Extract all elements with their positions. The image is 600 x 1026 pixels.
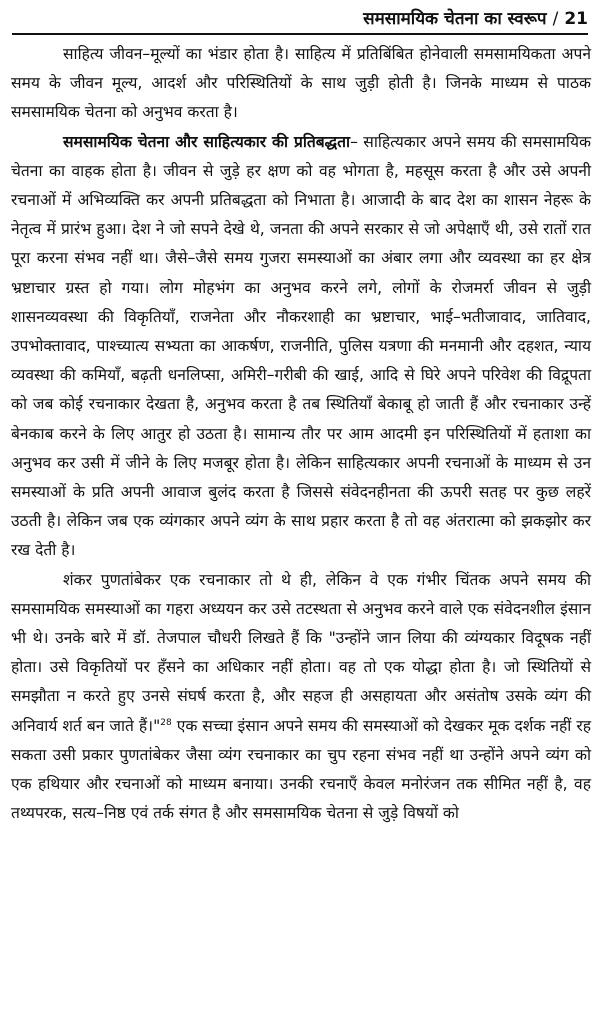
running-header bbox=[12, 6, 588, 35]
running-title: समसामयिक चेतना का स्वरूप bbox=[363, 9, 547, 29]
paragraph-2-text: – साहित्यकार अपने समय की समसामयिक चेतना का वाहक होता है। जीवन से जुड़े हर क्षण को वह भोगता है, महसूस करता है और उसे अपनी रचनाओं में अभिव्यक्ति कर अपनी प्रतिबद्धता को निभाता है। आजादी के बाद देश का शासन नेहरू के नेतृत्व में प्रारंभ हुआ। देश ने जो सपने देखे थे, जनता की अपने सरकार से जो अपेक्षाएँ थी, उसे रातों रात पूरा करना संभव नहीं था। जैसे–जैसे समय गुजरा समस्याओं का अंबार लगा और व्यवस्था का हर क्षेत्र भ्रष्टाचार ग्रस्त हो गया। लोग मोहभंग का अनुभव करने लगे, लोगों के रोजमर्रा जीवन से जुड़ी शासनव्यवस्था की विकृतियाँ, राजनेता और नौकरशाही का भ्रष्टाचार, भाई–भतीजावाद, जातिवाद, उपभोक्तावाद, पाश्च्यात्य सभ्यता का आकर्षण, राजनीति, पुलिस यत्रणा की मनमानी और दहशत, न्याय व्यवस्था की कमियाँ, बढ़ती धनलिप्सा, अमिरी–गरीबी की खाई, आदि से घिरे अपने परिवेश की विद्रूपता को जब कोई रचनाकार देखता है, अनुभव करता है तब स्थितियाँ बेकाबू हो जाती हैं और रचनाकार उन्हें बेनकाब करने के लिए आतुर हो उठता है। सामान्य तौर पर आम आदमी इन परिस्थितियों में हताशा का अनुभव कर उसी में जीने के लिए मजबूर होता है। लेकिन साहित्यकार अपनी रचनाओं के माध्यम से उन समस्याओं के प्रति अपनी आवाज बुलंद करता है जिससे संवेदनहीनता की ऊपरी सतह पर कुछ लहरें उठती है। लेकिन जब एक व्यंगकार अपने व्यंग के साथ प्रहार करता है तो वह अंतरात्मा को झकझोर कर रख देती है। bbox=[11, 132, 591, 560]
body-text bbox=[11, 40, 591, 828]
footnote-ref: 28 bbox=[160, 717, 172, 728]
paragraph-1-text: साहित्य जीवन–मूल्यों का भंडार होता है। साहित्य में प्रतिबिंबित होनेवाली समसामयिकता अपने समय के जीवन मूल्य, आदर्श और परिस्थितियों के साथ जुड़ी होती है। जिनके माध्यम से पाठक समसामयिक चेतना को अनुभव करता है। bbox=[11, 45, 591, 122]
paragraph-1 bbox=[11, 40, 591, 128]
paragraph-3 bbox=[11, 566, 591, 829]
section-heading: समसामयिक चेतना और साहित्यकार की प्रतिबद्धता bbox=[63, 132, 351, 151]
header-separator: / bbox=[552, 9, 559, 29]
paragraph-3-text: एक सच्चा इंसान अपने समय की समस्याओं को देखकर मूक दर्शक नहीं रह सकता उसी प्रकार पुणतांबेकर जैसा व्यंग रचनाकार का चुप रहना संभव नहीं था उन्होंने अपने व्यंग को एक हथियार और रचनाओं को माध्यम बनाया। उनकी रचनाएँ केवल मनोरंजन तक सीमित नहीं है, वह तथ्यपरक, सत्य–निष्ठ एवं तर्क संगत है और समसामयिक चेतना से जुड़े विषयों को bbox=[11, 716, 591, 823]
paragraph-3-quote: शंकर पुणतांबेकर एक रचनाकार तो थे ही, लेकिन वे एक गंभीर चिंतक अपने समय की समसामयिक समस्याओं का गहरा अध्ययन कर उसे तटस्थता से अनुभव करने वाले एक संवेदनशील इंसान भी थे। उनके बारे में डॉ. तेजपाल चौधरी लिखते हैं कि "उन्होंने जान लिया की व्यंग्यकार विदूषक नहीं होता। उसे विकृतियों पर हँसने का अधिकार नहीं होता। वह तो एक योद्धा होता है। जो स्थितियों से समझौता न करते हुए उनसे संघर्ष करता है, और सहज ही असहायता और असंतोष उसके व्यंग की अनिवार्य शर्त बन जाते हैं।" bbox=[11, 570, 591, 735]
paragraph-2 bbox=[11, 128, 591, 566]
page-number: 21 bbox=[564, 9, 588, 29]
